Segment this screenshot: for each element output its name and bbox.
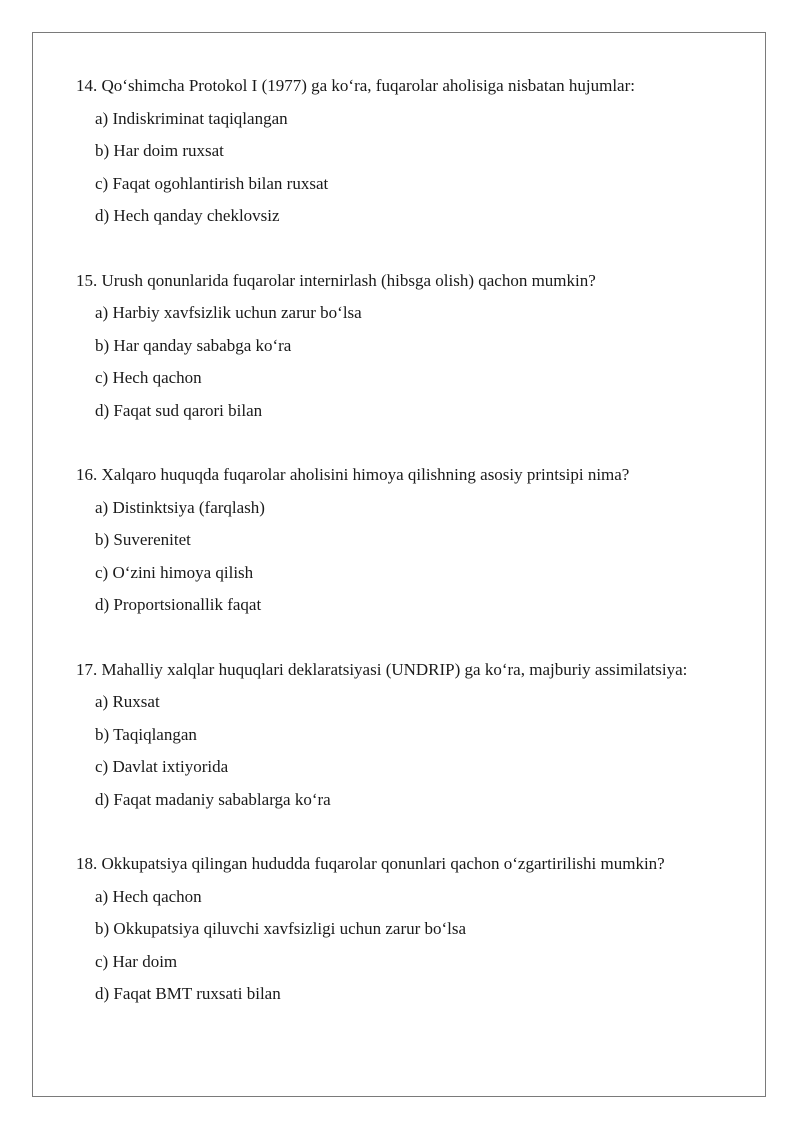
question-14 [76,70,746,233]
option-c: c) O‘zini himoya qilish [95,562,254,582]
option-c: c) Har doim [95,951,178,971]
question-17 [76,654,746,817]
option-c: c) Faqat ogohlantirish bilan ruxsat [95,173,329,193]
question-15 [76,265,746,428]
question-18 [76,848,746,1011]
question-16 [76,459,746,622]
option-d: d) Faqat sud qarori bilan [95,400,263,420]
option-b: b) Taqiqlangan [95,724,197,744]
option-a: a) Ruxsat [95,692,160,711]
option-b: b) Har doim ruxsat [95,141,224,160]
option-b: b) Har qanday sababga ko‘ra [95,335,292,355]
option-a: a) Indiskriminat taqiqlangan [95,108,288,128]
option-a: a) Harbiy xavfsizlik uchun zarur bo‘lsa [95,303,362,322]
option-a: a) Distinktsiya (farqlash) [95,497,265,517]
option-b: b) Suverenitet [95,530,191,549]
question-text: 17. Mahalliy xalqlar huquqlari deklaratsiyasi (UNDRIP) ga ko‘ra, majburiy assimilatsiya: [76,659,688,679]
option-d: d) Faqat madaniy sabablarga ko‘ra [95,789,331,809]
question-text: 18. Okkupatsiya qilingan hududda fuqarolar qonunlari qachon o‘zgartirilishi mumkin? [76,854,665,873]
option-d: d) Faqat BMT ruxsati bilan [95,984,281,1003]
option-d: d) Proportsionallik faqat [95,595,262,614]
question-text: 16. Xalqaro huquqda fuqarolar aholisini himoya qilishning asosiy printsipi nima? [76,465,630,484]
question-text: 14. Qo‘shimcha Protokol I (1977) ga ko‘ra, fuqarolar aholisiga nisbatan hujumlar: [76,76,635,95]
question-list [76,70,746,1043]
option-c: c) Hech qachon [95,368,202,387]
option-c: c) Davlat ixtiyorida [95,757,229,776]
question-text: 15. Urush qonunlarida fuqarolar internirlash (hibsga olish) qachon mumkin? [76,270,596,290]
option-d: d) Hech qanday cheklovsiz [95,206,280,225]
option-a: a) Hech qachon [95,886,202,906]
option-b: b) Okkupatsiya qiluvchi xavfsizligi uchun zarur bo‘lsa [95,919,467,938]
